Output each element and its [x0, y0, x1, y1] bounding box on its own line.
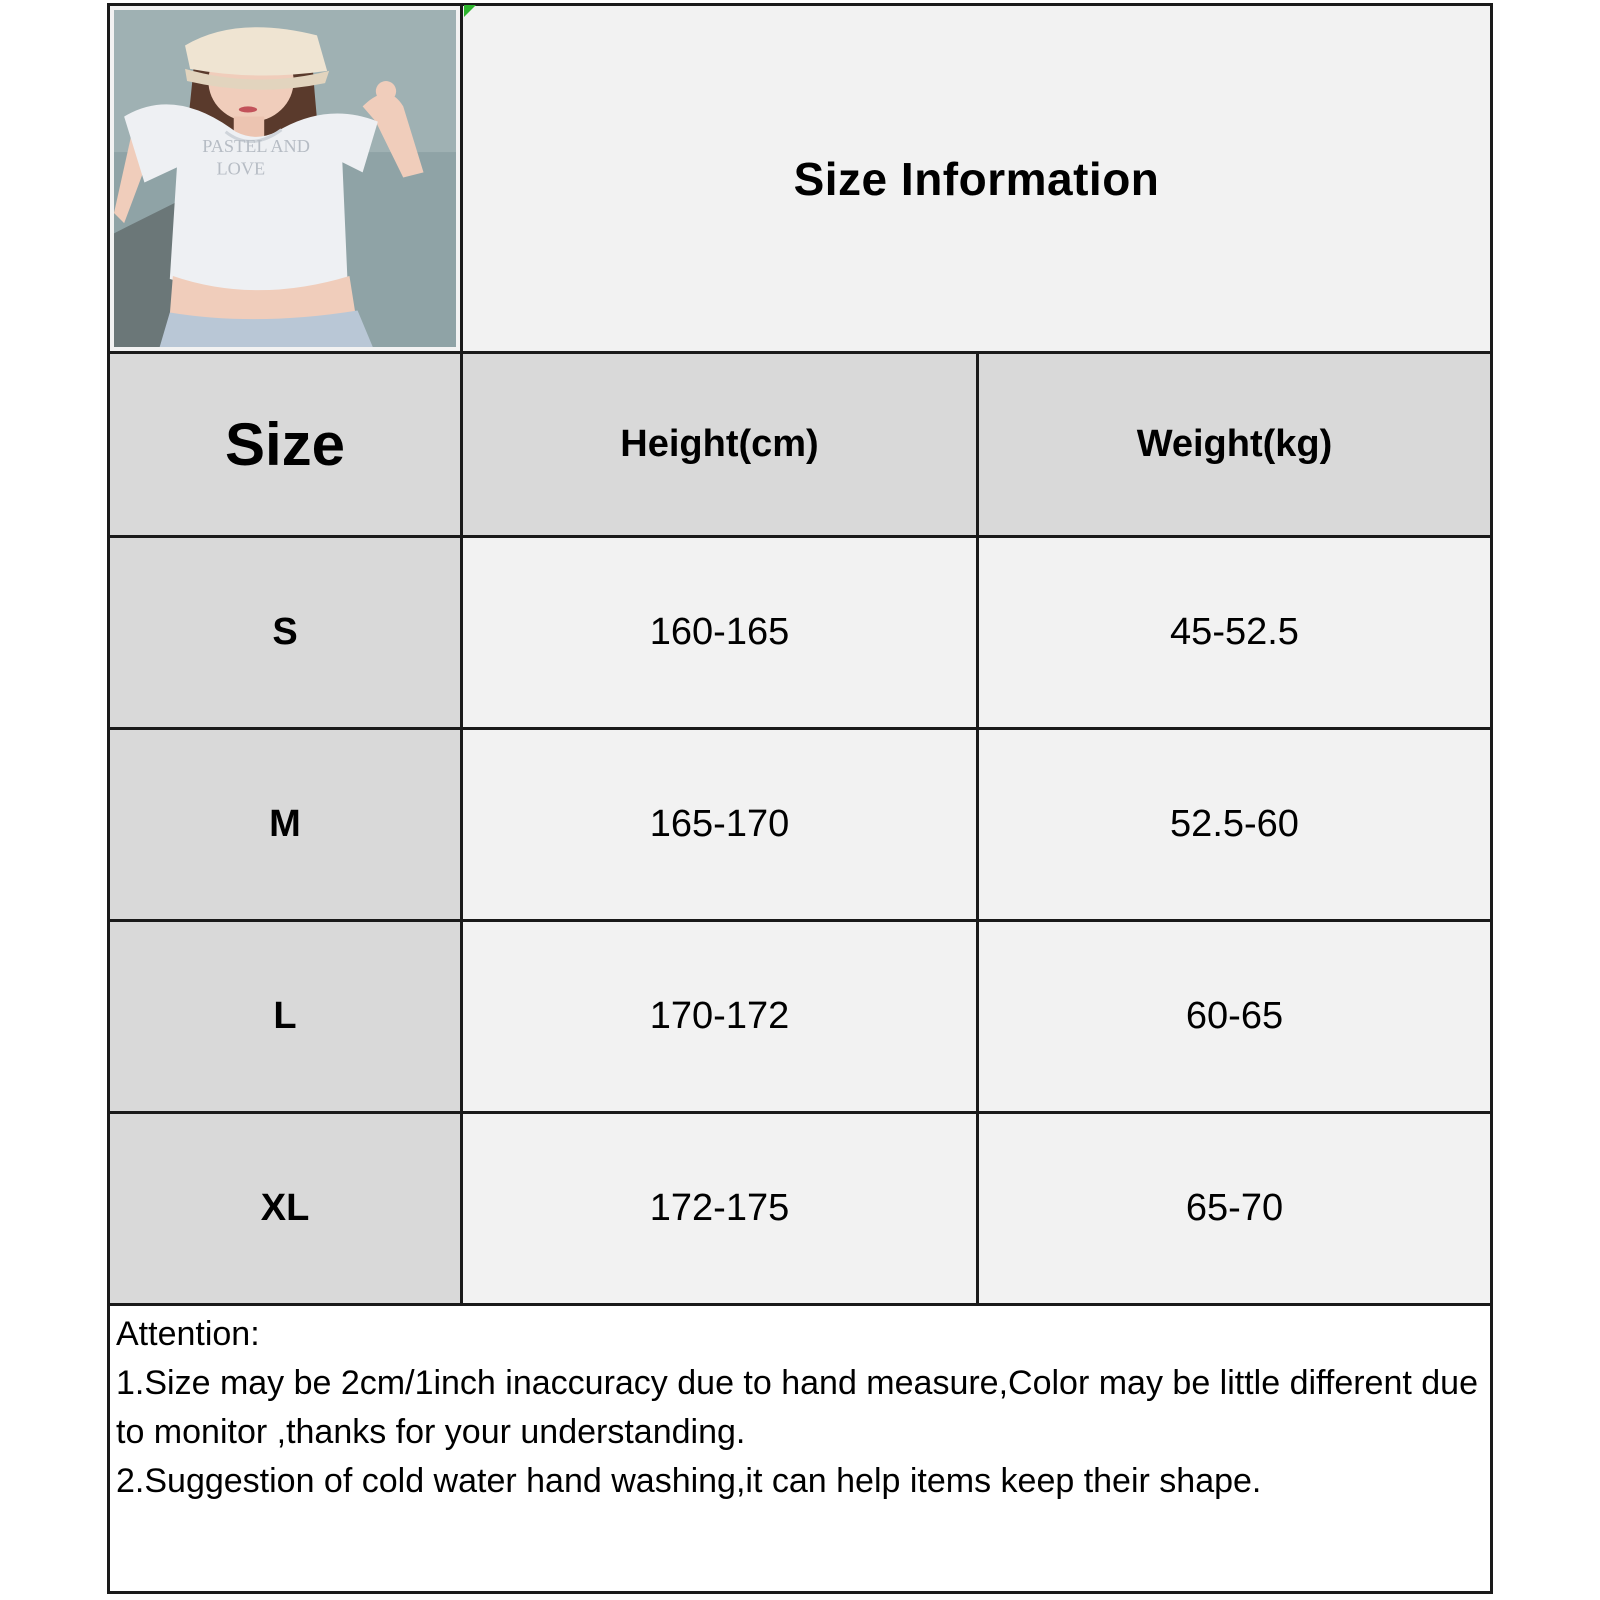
size-cell — [110, 730, 463, 919]
page-title: Size Information — [793, 152, 1160, 205]
shirt-print-line2: LOVE — [216, 158, 266, 179]
table-row — [110, 730, 1490, 922]
header-size: Size — [224, 411, 346, 478]
weight-cell — [979, 538, 1490, 727]
weight-cell — [979, 730, 1490, 919]
header-weight: Weight(kg) — [1136, 423, 1333, 465]
weight-cell — [979, 922, 1490, 1111]
weight-value: 52.5-60 — [1170, 803, 1299, 845]
header-height-cell — [463, 354, 979, 535]
size-value: XL — [260, 1187, 310, 1229]
size-cell — [110, 538, 463, 727]
height-value: 170-172 — [649, 995, 790, 1037]
size-chart — [107, 3, 1493, 1594]
table-row — [110, 922, 1490, 1114]
height-cell — [463, 730, 979, 919]
model-image — [114, 10, 456, 347]
header-size-cell — [110, 354, 463, 535]
table-row — [110, 538, 1490, 730]
shirt-print-line1: PASTEL AND — [202, 136, 310, 157]
notes-line-2: 2.Suggestion of cold water hand washing,it can help items keep their shape. — [116, 1462, 1262, 1500]
size-cell — [110, 922, 463, 1111]
weight-cell — [979, 1114, 1490, 1303]
size-value: L — [273, 995, 297, 1037]
size-cell — [110, 1114, 463, 1303]
size-value: S — [272, 611, 298, 653]
weight-value: 45-52.5 — [1170, 611, 1299, 653]
height-value: 160-165 — [649, 611, 790, 653]
attention-notes — [110, 1308, 1490, 1591]
height-cell — [463, 1114, 979, 1303]
header-height: Height(cm) — [620, 423, 819, 465]
height-cell — [463, 922, 979, 1111]
height-value: 172-175 — [649, 1187, 790, 1229]
weight-value: 60-65 — [1185, 995, 1284, 1037]
table-header-row — [110, 354, 1490, 538]
table-row — [110, 1114, 1490, 1306]
height-value: 165-170 — [649, 803, 790, 845]
header-weight-cell — [979, 354, 1490, 535]
notes-heading: Attention: — [116, 1315, 260, 1353]
height-cell — [463, 538, 979, 727]
title-cell — [463, 6, 1490, 354]
cell-corner-marker — [464, 5, 476, 17]
product-photo — [110, 6, 463, 354]
size-value: M — [269, 803, 301, 845]
size-table — [110, 354, 1490, 1306]
weight-value: 65-70 — [1185, 1187, 1284, 1229]
notes-line-1: 1.Size may be 2cm/1inch inaccuracy due to hand measure,Color may be little different due to monitor ,thanks for your understanding. — [116, 1364, 1478, 1451]
